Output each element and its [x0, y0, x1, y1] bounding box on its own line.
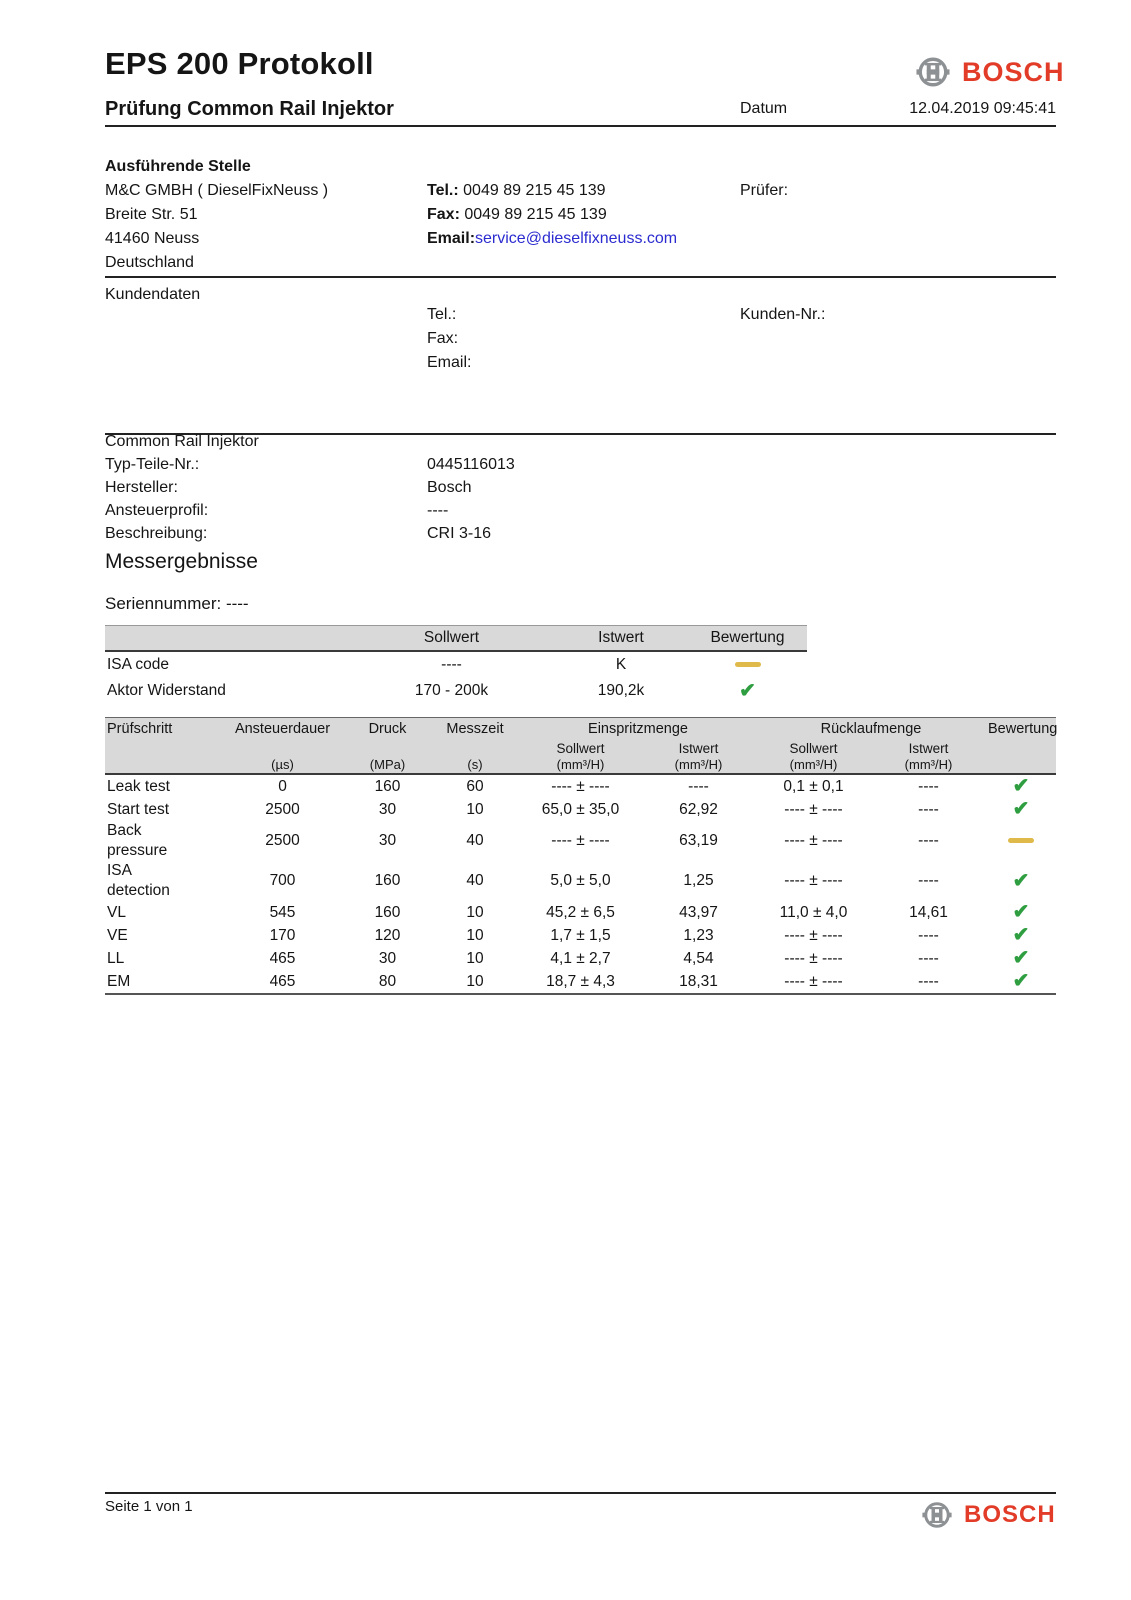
- header-sollwert: Sollwert: [349, 626, 554, 652]
- cell-einspritz-ist: 43,97: [679, 903, 718, 921]
- table-subheader-row: [105, 740, 1056, 756]
- bewertung-icon: [1013, 798, 1030, 820]
- cell-einspritz-soll: 65,0 ± 35,0: [541, 800, 620, 818]
- cell-bewertung: [986, 924, 1056, 947]
- cell-ruecklauf-soll: ---- ± ----: [784, 926, 843, 944]
- header-ruecklaufmenge: Rücklaufmenge: [756, 718, 986, 741]
- cell-einspritz-ist: 63,19: [679, 832, 718, 849]
- customer-contact-block: [427, 303, 471, 375]
- cell-messzeit: 40: [466, 872, 484, 889]
- table-row: [105, 861, 1056, 901]
- bosch-logo: [916, 55, 1065, 89]
- injector-row-value: 0445116013: [427, 456, 515, 473]
- cell-bewertung: [986, 821, 1056, 861]
- header-sollwert: Sollwert: [756, 740, 871, 756]
- row-bewertung: [688, 678, 807, 704]
- bosch-armature-icon: [916, 55, 950, 89]
- divider: [105, 1492, 1056, 1494]
- injector-row-label: Hersteller:: [105, 479, 178, 496]
- fax-label: Fax:: [427, 206, 460, 223]
- row-istwert: 190,2k: [597, 682, 645, 699]
- header-ansteuerdauer: Ansteuerdauer: [220, 718, 345, 741]
- email-line: [427, 227, 677, 251]
- cell-einspritz-ist: 4,54: [683, 949, 714, 967]
- bewertung-icon: [739, 680, 756, 702]
- cell-bewertung: [986, 774, 1056, 798]
- cell-einspritz-ist: 62,92: [679, 800, 718, 818]
- bosch-wordmark: BOSCH: [962, 56, 1065, 87]
- section-title-ausfuehrende-stelle: Ausführende Stelle: [105, 158, 251, 175]
- row-istwert: K: [615, 656, 627, 673]
- cell-einspritz-ist: ----: [688, 777, 709, 795]
- section-title-kundendaten: Kundendaten: [105, 286, 201, 303]
- row-bewertung: [688, 651, 807, 678]
- cell-messzeit: 10: [466, 903, 484, 921]
- cell-messzeit: 10: [466, 926, 484, 944]
- cell-einspritz-ist: 18,31: [641, 970, 756, 994]
- injector-row-label: Typ-Teile-Nr.:: [105, 456, 200, 473]
- cell-druck: 160: [374, 777, 401, 795]
- bewertung-icon: [1013, 924, 1030, 946]
- header-einspritzmenge: Einspritzmenge: [520, 718, 756, 741]
- cell-ruecklauf-soll: ---- ± ----: [784, 949, 843, 967]
- bewertung-icon: [1013, 947, 1030, 969]
- datum-value: 12.04.2019 09:45:41: [909, 100, 1056, 117]
- header-empty: [105, 740, 220, 756]
- company-country: Deutschland: [105, 254, 194, 271]
- unit-mm3h: (mm³/H): [520, 756, 641, 774]
- section-title-messergebnisse: Messergebnisse: [105, 550, 258, 573]
- bewertung-icon: [1013, 775, 1030, 797]
- header-istwert: Istwert: [641, 740, 756, 756]
- table-row: [105, 821, 1056, 861]
- cell-einspritz-soll: ---- ± ----: [551, 777, 610, 795]
- bewertung-icon: [1008, 838, 1034, 843]
- injector-row-value: Bosch: [427, 479, 472, 496]
- table-row: [105, 774, 1056, 798]
- test-step-name: ISA detection: [107, 862, 170, 899]
- header-empty: [105, 756, 220, 774]
- unit-mm3h: (mm³/H): [871, 756, 986, 774]
- unit-mpa: (MPa): [345, 756, 430, 774]
- tel-line: [427, 179, 677, 203]
- cell-ansteuerdauer: 700: [269, 872, 296, 889]
- summary-table: [105, 625, 807, 704]
- cell-bewertung: [986, 798, 1056, 821]
- cell-einspritz-soll: 18,7 ± 4,3: [520, 970, 641, 994]
- pruefer-label: Prüfer:: [740, 182, 789, 199]
- cell-einspritz-ist: 1,25: [683, 872, 714, 889]
- email-label: Email:: [427, 230, 476, 247]
- injector-values-block: [427, 453, 515, 545]
- cell-ruecklauf-soll: ---- ± ----: [784, 872, 843, 889]
- header-messzeit: Messzeit: [430, 718, 520, 741]
- cell-messzeit: 10: [466, 949, 484, 967]
- cell-druck: 30: [378, 800, 397, 818]
- cell-ruecklauf-ist: ----: [871, 970, 986, 994]
- cell-ruecklauf-soll: ---- ± ----: [784, 832, 843, 849]
- cell-messzeit: 40: [466, 832, 484, 849]
- header-empty: [986, 740, 1056, 756]
- divider: [105, 276, 1056, 278]
- cell-ansteuerdauer: 2500: [265, 832, 300, 849]
- header-empty: [105, 626, 349, 652]
- cell-ruecklauf-ist: 14,61: [909, 903, 948, 921]
- tel-label: Tel.:: [427, 182, 459, 199]
- seriennummer-value: ----: [225, 594, 249, 613]
- header-empty: [986, 756, 1056, 774]
- table-row: [105, 678, 807, 704]
- bewertung-icon: [1013, 870, 1030, 892]
- cell-ruecklauf-ist: ----: [918, 872, 939, 889]
- bosch-armature-icon: [922, 1500, 952, 1530]
- cell-ruecklauf-soll: ---- ± ----: [784, 800, 843, 818]
- table-row: [105, 947, 1056, 970]
- page-subtitle: Prüfung Common Rail Injektor: [105, 98, 394, 120]
- cell-druck: 120: [374, 926, 401, 944]
- cell-ruecklauf-soll: 0,1 ± 0,1: [783, 777, 844, 795]
- header-sollwert: Sollwert: [520, 740, 641, 756]
- customer-tel-label: Tel.:: [427, 306, 457, 323]
- table-row: [105, 651, 807, 678]
- divider: [105, 125, 1056, 127]
- page-title: EPS 200 Protokoll: [105, 46, 374, 81]
- header-druck: Druck: [345, 718, 430, 741]
- cell-druck: 160: [374, 903, 401, 921]
- cell-messzeit: 10: [466, 800, 484, 818]
- test-step-name: Back pressure: [107, 822, 168, 859]
- unit-mm3h: (mm³/H): [641, 756, 756, 774]
- row-label: Aktor Widerstand: [107, 682, 226, 699]
- header-pruefschritt: Prüfschritt: [105, 718, 220, 741]
- header-bewertung: Bewertung: [986, 718, 1056, 741]
- header-istwert: Istwert: [554, 626, 688, 652]
- header-empty: [345, 740, 430, 756]
- executing-office-contact: [427, 179, 677, 251]
- cell-einspritz-soll: 45,2 ± 6,5: [546, 903, 615, 921]
- cell-bewertung: [986, 901, 1056, 924]
- header-empty: [430, 740, 520, 756]
- cell-bewertung: [986, 970, 1056, 994]
- email-link[interactable]: service@dieselfixneuss.com: [475, 230, 678, 247]
- bewertung-icon: [1013, 970, 1030, 992]
- bewertung-icon: [1013, 901, 1030, 923]
- bosch-logo: [922, 1500, 1056, 1530]
- cell-ruecklauf-soll: 11,0 ± 4,0: [779, 903, 848, 921]
- injector-row-label: Beschreibung:: [105, 525, 208, 542]
- cell-einspritz-soll: 5,0 ± 5,0: [550, 872, 611, 889]
- cell-ansteuerdauer: 0: [278, 777, 287, 795]
- test-step-name: EM: [107, 972, 131, 990]
- cell-ruecklauf-ist: ----: [918, 832, 939, 849]
- row-sollwert: 170 - 200k: [414, 682, 489, 699]
- cell-einspritz-soll: 1,7 ± 1,5: [550, 926, 611, 944]
- injector-row-value: ----: [427, 502, 449, 519]
- customer-email-label: Email:: [427, 354, 472, 371]
- cell-einspritz-soll: ---- ± ----: [551, 832, 610, 849]
- customer-fax-label: Fax:: [427, 330, 459, 347]
- cell-ruecklauf-ist: ----: [918, 800, 939, 818]
- cell-einspritz-ist: 1,23: [683, 926, 714, 944]
- row-sollwert: ----: [441, 656, 462, 673]
- table-units-row: [105, 756, 1056, 774]
- cell-ruecklauf-ist: ----: [918, 926, 939, 944]
- test-step-name: Start test: [107, 800, 170, 818]
- company-city: 41460 Neuss: [105, 230, 200, 247]
- test-step-name: Leak test: [107, 777, 170, 795]
- cell-ruecklauf-ist: ----: [918, 777, 939, 795]
- fax-value: 0049 89 215 45 139: [464, 206, 607, 223]
- cell-ruecklauf-soll: ---- ± ----: [756, 970, 871, 994]
- cell-druck: 160: [374, 872, 401, 889]
- header-empty: [220, 740, 345, 756]
- results-table: [105, 717, 1056, 995]
- cell-bewertung: [986, 861, 1056, 901]
- seriennummer-label: Seriennummer:: [105, 594, 222, 613]
- cell-ansteuerdauer: 2500: [265, 800, 300, 818]
- company-street: Breite Str. 51: [105, 206, 198, 223]
- row-label: ISA code: [107, 656, 170, 673]
- cell-messzeit: 10: [430, 970, 520, 994]
- cell-bewertung: [986, 947, 1056, 970]
- bewertung-icon: [735, 662, 761, 667]
- cell-druck: 30: [378, 832, 397, 849]
- cell-ansteuerdauer: 545: [269, 903, 296, 921]
- cell-ruecklauf-ist: ----: [918, 949, 939, 967]
- section-title-injektor: Common Rail Injektor: [105, 433, 259, 450]
- cell-ansteuerdauer: 170: [269, 926, 296, 944]
- unit-us: (µs): [220, 756, 345, 774]
- cell-ansteuerdauer: 465: [269, 949, 296, 967]
- table-row: [105, 924, 1056, 947]
- cell-druck: 80: [345, 970, 430, 994]
- datum-label: Datum: [740, 100, 788, 117]
- unit-s: (s): [430, 756, 520, 774]
- kunden-nr-label: Kunden-Nr.:: [740, 306, 826, 323]
- injector-row-value: CRI 3-16: [427, 525, 492, 542]
- cell-messzeit: 60: [466, 777, 484, 795]
- table-row: [105, 798, 1056, 821]
- table-row: [105, 970, 1056, 994]
- table-header-row: [105, 626, 807, 652]
- page-number: Seite 1 von 1: [105, 1498, 193, 1515]
- cell-druck: 30: [378, 949, 397, 967]
- executing-office-block: [105, 155, 328, 275]
- unit-mm3h: (mm³/H): [756, 756, 871, 774]
- table-row: [105, 901, 1056, 924]
- test-step-name: VE: [107, 926, 128, 944]
- header-istwert: Istwert: [871, 740, 986, 756]
- test-step-name: VL: [107, 903, 126, 921]
- test-step-name: LL: [107, 949, 125, 967]
- tel-value: 0049 89 215 45 139: [463, 182, 606, 199]
- bosch-wordmark: BOSCH: [964, 1501, 1056, 1528]
- injector-row-label: Ansteuerprofil:: [105, 502, 209, 519]
- cell-ansteuerdauer: 465: [220, 970, 345, 994]
- table-header-row: [105, 718, 1056, 741]
- injector-labels-block: [105, 430, 259, 545]
- seriennummer-line: [105, 594, 249, 614]
- fax-line: [427, 203, 677, 227]
- company-name: M&C GMBH ( DieselFixNeuss ): [105, 182, 329, 199]
- cell-einspritz-soll: 4,1 ± 2,7: [550, 949, 611, 967]
- header-bewertung: Bewertung: [688, 626, 807, 652]
